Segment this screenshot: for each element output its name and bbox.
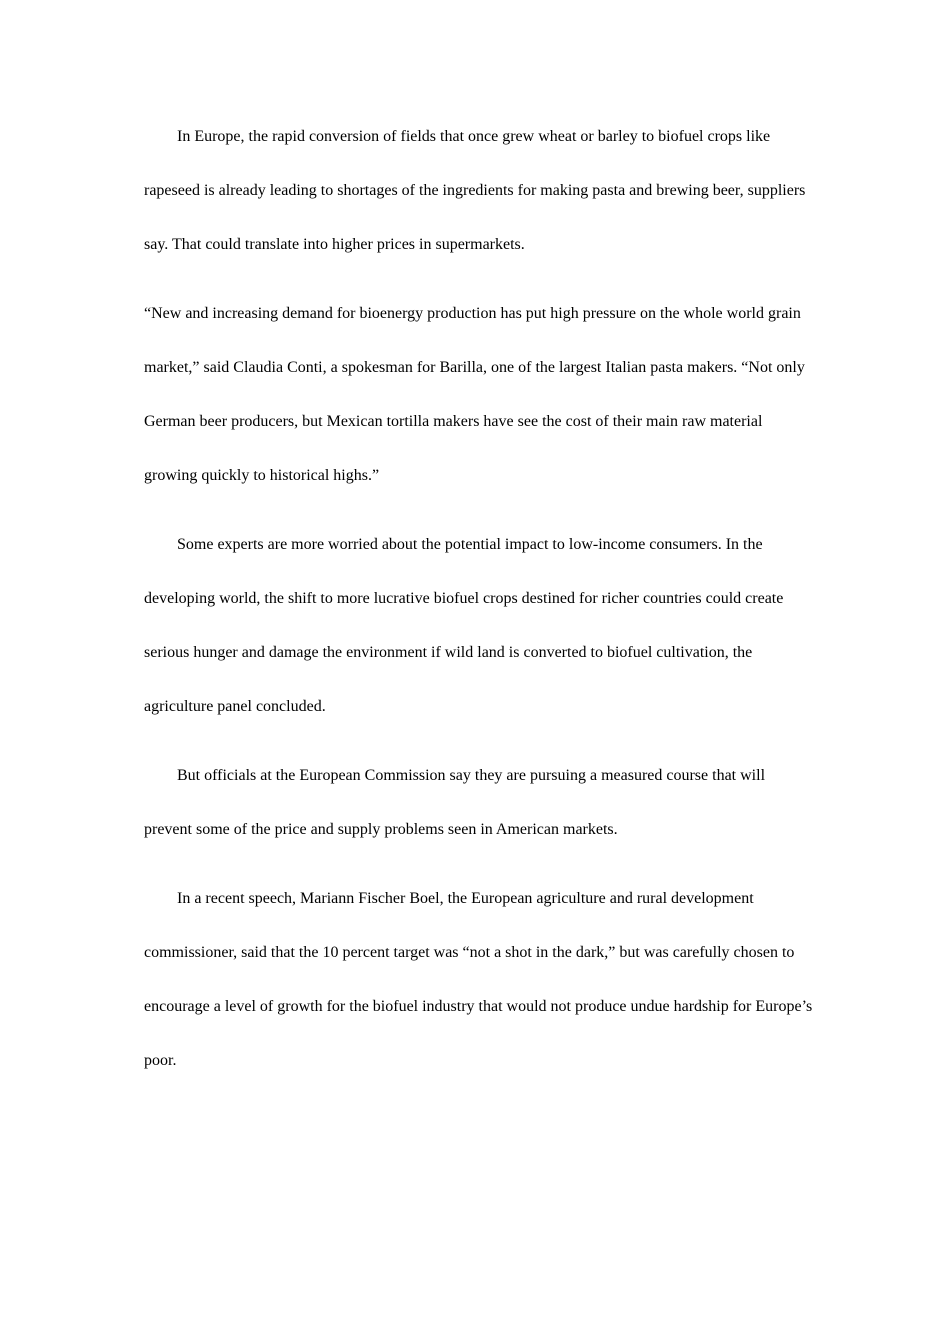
- paragraph-europe-conversion: In Europe, the rapid conversion of fields that once grew wheat or barley to biofuel crops like rapeseed is already leading to shortages of the ingredients for making pasta and brewing beer, suppliers say. That could translate into higher prices in supermarkets.: [144, 128, 806, 253]
- document-body: [144, 110, 814, 1103]
- paragraph-low-income-impact: Some experts are more worried about the potential impact to low-income consumers. In the developing world, the shift to more lucrative biofuel crops destined for richer countries could create serious hunger and damage the environment if wild land is converted to biofuel cultivation, the agriculture panel concluded.: [144, 536, 784, 715]
- paragraph-fischer-boel-speech: In a recent speech, Mariann Fischer Boel, the European agriculture and rural development commissioner, said that the 10 percent target was “not a shot in the dark,” but was carefully chosen to encourage a level of growth for the biofuel industry that would not produce undue hardship for Europe’s poor.: [144, 890, 813, 1069]
- paragraph-european-commission: But officials at the European Commission say they are pursuing a measured course that will prevent some of the price and supply problems seen in American markets.: [144, 767, 766, 838]
- paragraph-barilla-quote: “New and increasing demand for bioenergy production has put high pressure on the whole world grain market,” said Claudia Conti, a spokesman for Barilla, one of the largest Italian pasta makers. “Not only German beer producers, but Mexican tortilla makers have see the cost of their main raw material growing quickly to historical highs.”: [144, 305, 805, 484]
